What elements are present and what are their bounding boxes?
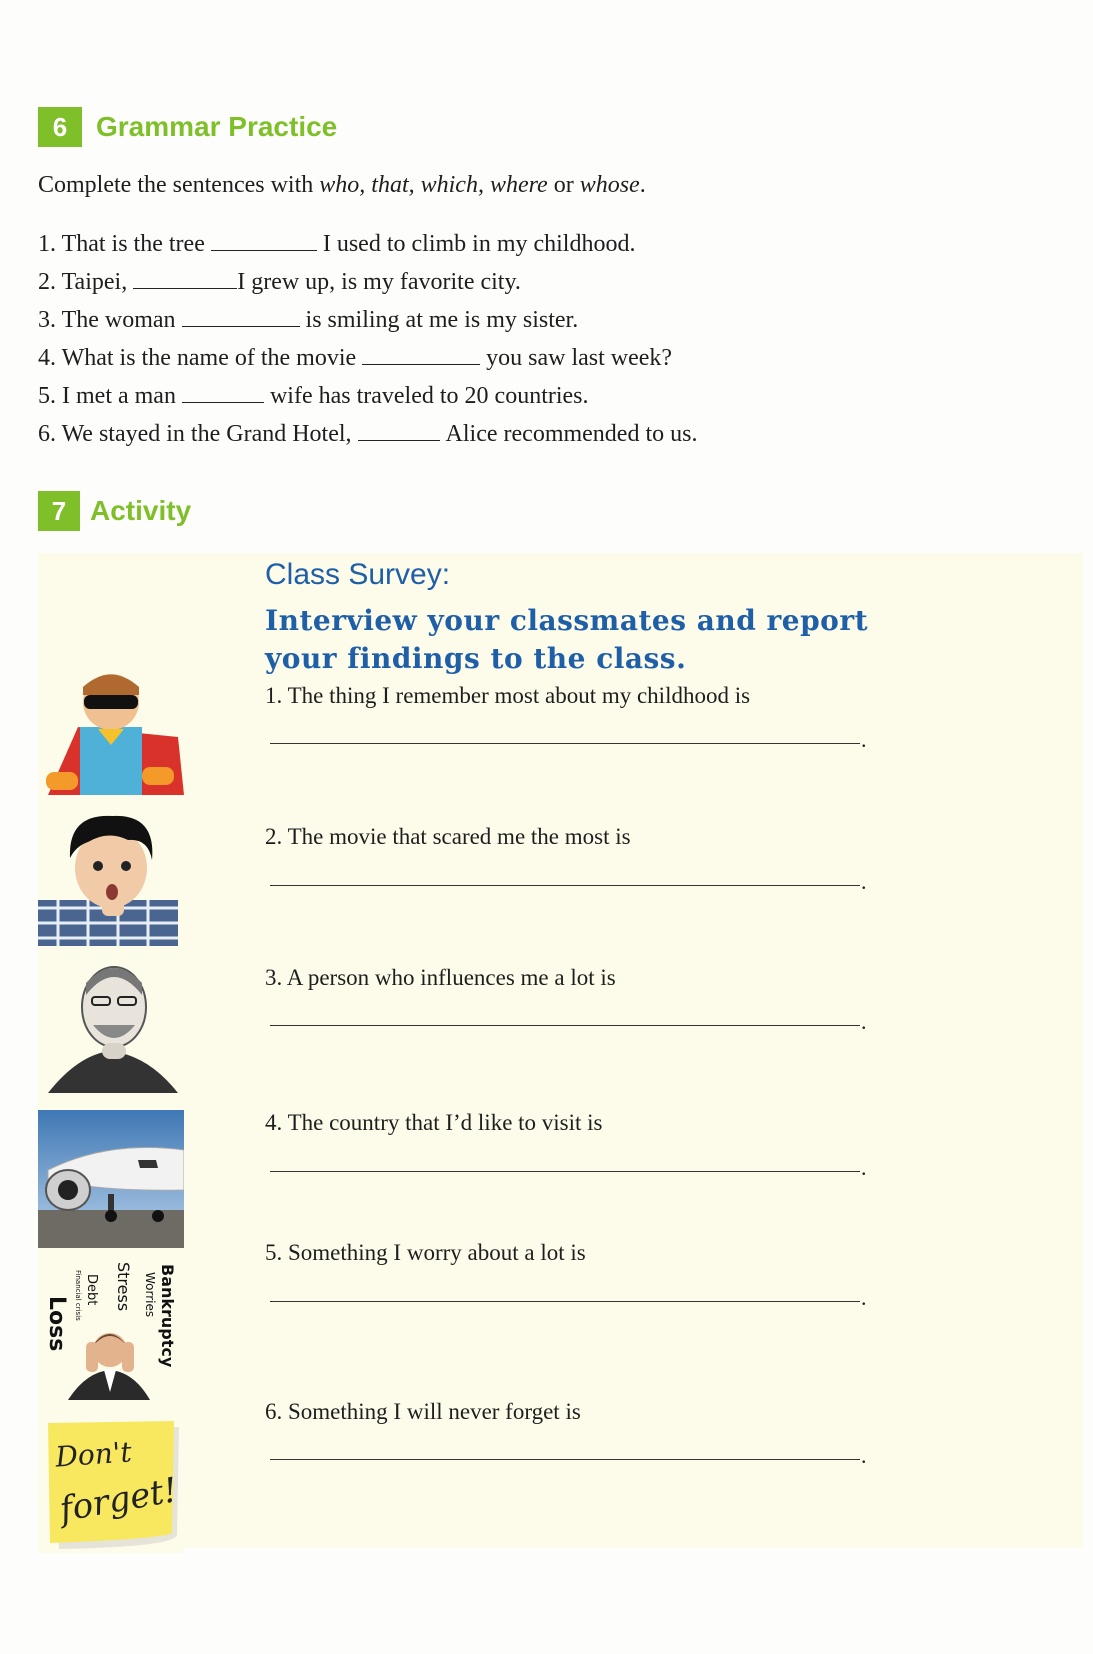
survey-item (38, 808, 1083, 956)
section-6-header (38, 107, 337, 147)
blank[interactable] (358, 418, 440, 441)
thinking-man-portrait-icon (38, 955, 184, 1093)
blank[interactable] (133, 266, 237, 289)
sticky-note-line2: forget! (56, 1470, 181, 1531)
survey-item (38, 1110, 1083, 1258)
answer-period: . (861, 1155, 867, 1180)
question-text: 2. The movie that scared me the most is (265, 824, 631, 849)
blank[interactable] (182, 304, 300, 327)
answer-line[interactable] (270, 885, 860, 886)
question-text: 6. Something I will never forget is (265, 1399, 581, 1424)
answer-line[interactable] (270, 1025, 860, 1026)
section-number-badge: 7 (38, 491, 80, 531)
sentence-end: I grew up, is my favorite city. (237, 269, 521, 295)
answer-line[interactable] (270, 1171, 860, 1172)
worry-word-financial-crisis: Financial crisis (74, 1270, 82, 1321)
sentence-end: wife has traveled to 20 countries. (269, 383, 589, 409)
worry-word-stress: Stress (114, 1262, 133, 1312)
answer-period: . (861, 1285, 867, 1310)
sticky-note-line1: Don't (54, 1435, 133, 1474)
sentence-start: 2. Taipei, (38, 269, 128, 295)
scared-boy-icon (38, 808, 184, 946)
sentence-start: 3. The woman (38, 307, 176, 333)
worried-man-icon (38, 1262, 184, 1400)
worry-word-worries: Worries (143, 1272, 157, 1318)
exercise-item (38, 339, 697, 377)
instruction-words: who, that, which, where (319, 172, 548, 198)
question-text: 1. The thing I remember most about my childhood is (265, 683, 751, 708)
answer-period: . (861, 1009, 867, 1034)
sentence-start: 4. What is the name of the movie (38, 345, 357, 371)
worry-word-debt: Debt (84, 1274, 99, 1306)
answer-period: . (861, 869, 867, 894)
sentence-end: you saw last week? (486, 345, 673, 371)
sticky-note-icon (38, 1415, 184, 1553)
exercise-item (38, 225, 697, 263)
sentence-start: 6. We stayed in the Grand Hotel, (38, 421, 352, 447)
worry-word-loss: Loss (44, 1296, 69, 1352)
survey-subtitle: Interview your classmates and report your findings to the class. (265, 604, 869, 675)
question-text: 5. Something I worry about a lot is (265, 1240, 586, 1265)
answer-line[interactable] (270, 1459, 860, 1460)
instructions (38, 172, 646, 199)
blank[interactable] (362, 342, 480, 365)
exercise-list (38, 225, 697, 453)
blank[interactable] (211, 228, 317, 251)
blank[interactable] (182, 380, 264, 403)
answer-period: . (861, 727, 867, 752)
sentence-end: Alice recommended to us. (445, 421, 698, 447)
sentence-start: 1. That is the tree (38, 231, 205, 257)
question-text: 4. The country that I’d like to visit is (265, 1110, 603, 1135)
instruction-or: or (547, 172, 580, 198)
answer-period: . (861, 1443, 867, 1468)
survey-item (38, 1399, 1083, 1563)
sentence-end: is smiling at me is my sister. (305, 307, 579, 333)
section-7-header (38, 491, 191, 531)
exercise-item (38, 415, 697, 453)
answer-line[interactable] (270, 743, 860, 744)
exercise-item (38, 263, 697, 301)
sentence-start: 5. I met a man (38, 383, 176, 409)
survey-item (38, 1240, 1083, 1410)
instruction-last-word: whose (579, 172, 640, 198)
section-title: Grammar Practice (96, 111, 338, 142)
sentence-end: I used to climb in my childhood. (322, 231, 636, 257)
section-number-badge: 6 (38, 107, 82, 147)
exercise-item (38, 377, 697, 415)
section-title: Activity (90, 495, 192, 526)
survey-title: Class Survey: (265, 558, 451, 591)
instruction-text: Complete the sentences with (38, 172, 320, 198)
airplane-icon (38, 1110, 184, 1248)
superhero-boy-icon (38, 657, 184, 795)
exercise-item (38, 301, 697, 339)
survey-item (38, 955, 1083, 1103)
instruction-end: . (639, 172, 646, 198)
question-text: 3. A person who influences me a lot is (265, 965, 616, 990)
answer-line[interactable] (270, 1301, 860, 1302)
worry-word-bankruptcy: Bankruptcy (158, 1264, 177, 1368)
survey-item (38, 657, 1083, 805)
